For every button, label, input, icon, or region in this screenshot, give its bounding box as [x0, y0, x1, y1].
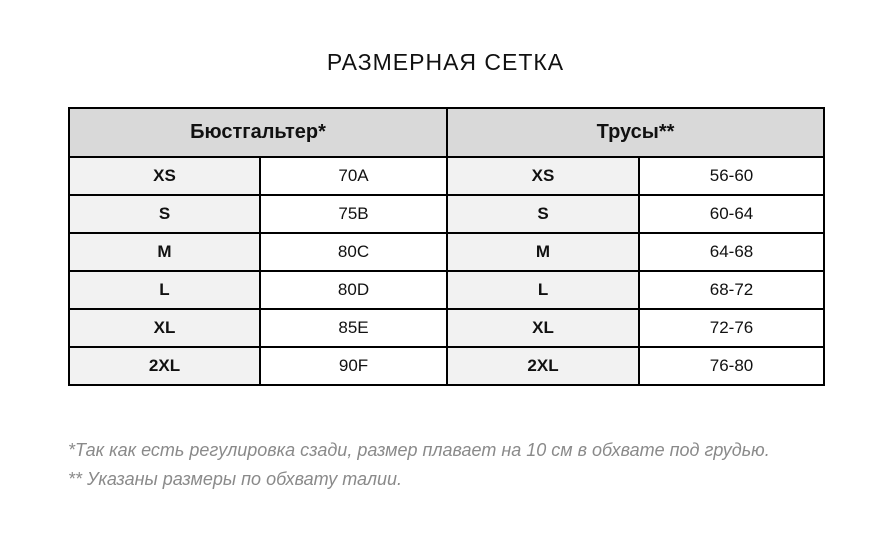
bra-value-cell: 90F	[260, 347, 447, 385]
panties-size-cell: 2XL	[447, 347, 639, 385]
panties-value-cell: 68-72	[639, 271, 824, 309]
bra-size-cell: 2XL	[69, 347, 260, 385]
bra-value-cell: 75B	[260, 195, 447, 233]
table-row	[69, 195, 824, 233]
footnotes	[68, 436, 858, 494]
footnote-bra: *Так как есть регулировка сзади, размер плавает на 10 см в обхвате под грудью.	[68, 440, 770, 460]
header-panties: Трусы**	[447, 108, 824, 157]
panties-size-cell: L	[447, 271, 639, 309]
panties-value-cell: 60-64	[639, 195, 824, 233]
panties-value-cell: 64-68	[639, 233, 824, 271]
bra-size-cell: M	[69, 233, 260, 271]
header-bra: Бюстгальтер*	[69, 108, 447, 157]
table-row	[69, 347, 824, 385]
bra-size-cell: L	[69, 271, 260, 309]
panties-size-cell: M	[447, 233, 639, 271]
table-row	[69, 157, 824, 195]
bra-size-cell: S	[69, 195, 260, 233]
bra-value-cell: 80D	[260, 271, 447, 309]
bra-value-cell: 85E	[260, 309, 447, 347]
bra-size-cell: XL	[69, 309, 260, 347]
table-row	[69, 309, 824, 347]
footnote-panties: ** Указаны размеры по обхвату талии.	[68, 469, 402, 489]
bra-value-cell: 80C	[260, 233, 447, 271]
bra-size-cell: XS	[69, 157, 260, 195]
page-title: РАЗМЕРНАЯ СЕТКА	[326, 49, 565, 75]
panties-size-cell: S	[447, 195, 639, 233]
table-row	[69, 233, 824, 271]
panties-size-cell: XL	[447, 309, 639, 347]
bra-value-cell: 70A	[260, 157, 447, 195]
table-header-row	[69, 108, 824, 157]
panties-value-cell: 72-76	[639, 309, 824, 347]
panties-value-cell: 76-80	[639, 347, 824, 385]
panties-value-cell: 56-60	[639, 157, 824, 195]
panties-size-cell: XS	[447, 157, 639, 195]
table-row	[69, 271, 824, 309]
size-table	[68, 107, 825, 386]
